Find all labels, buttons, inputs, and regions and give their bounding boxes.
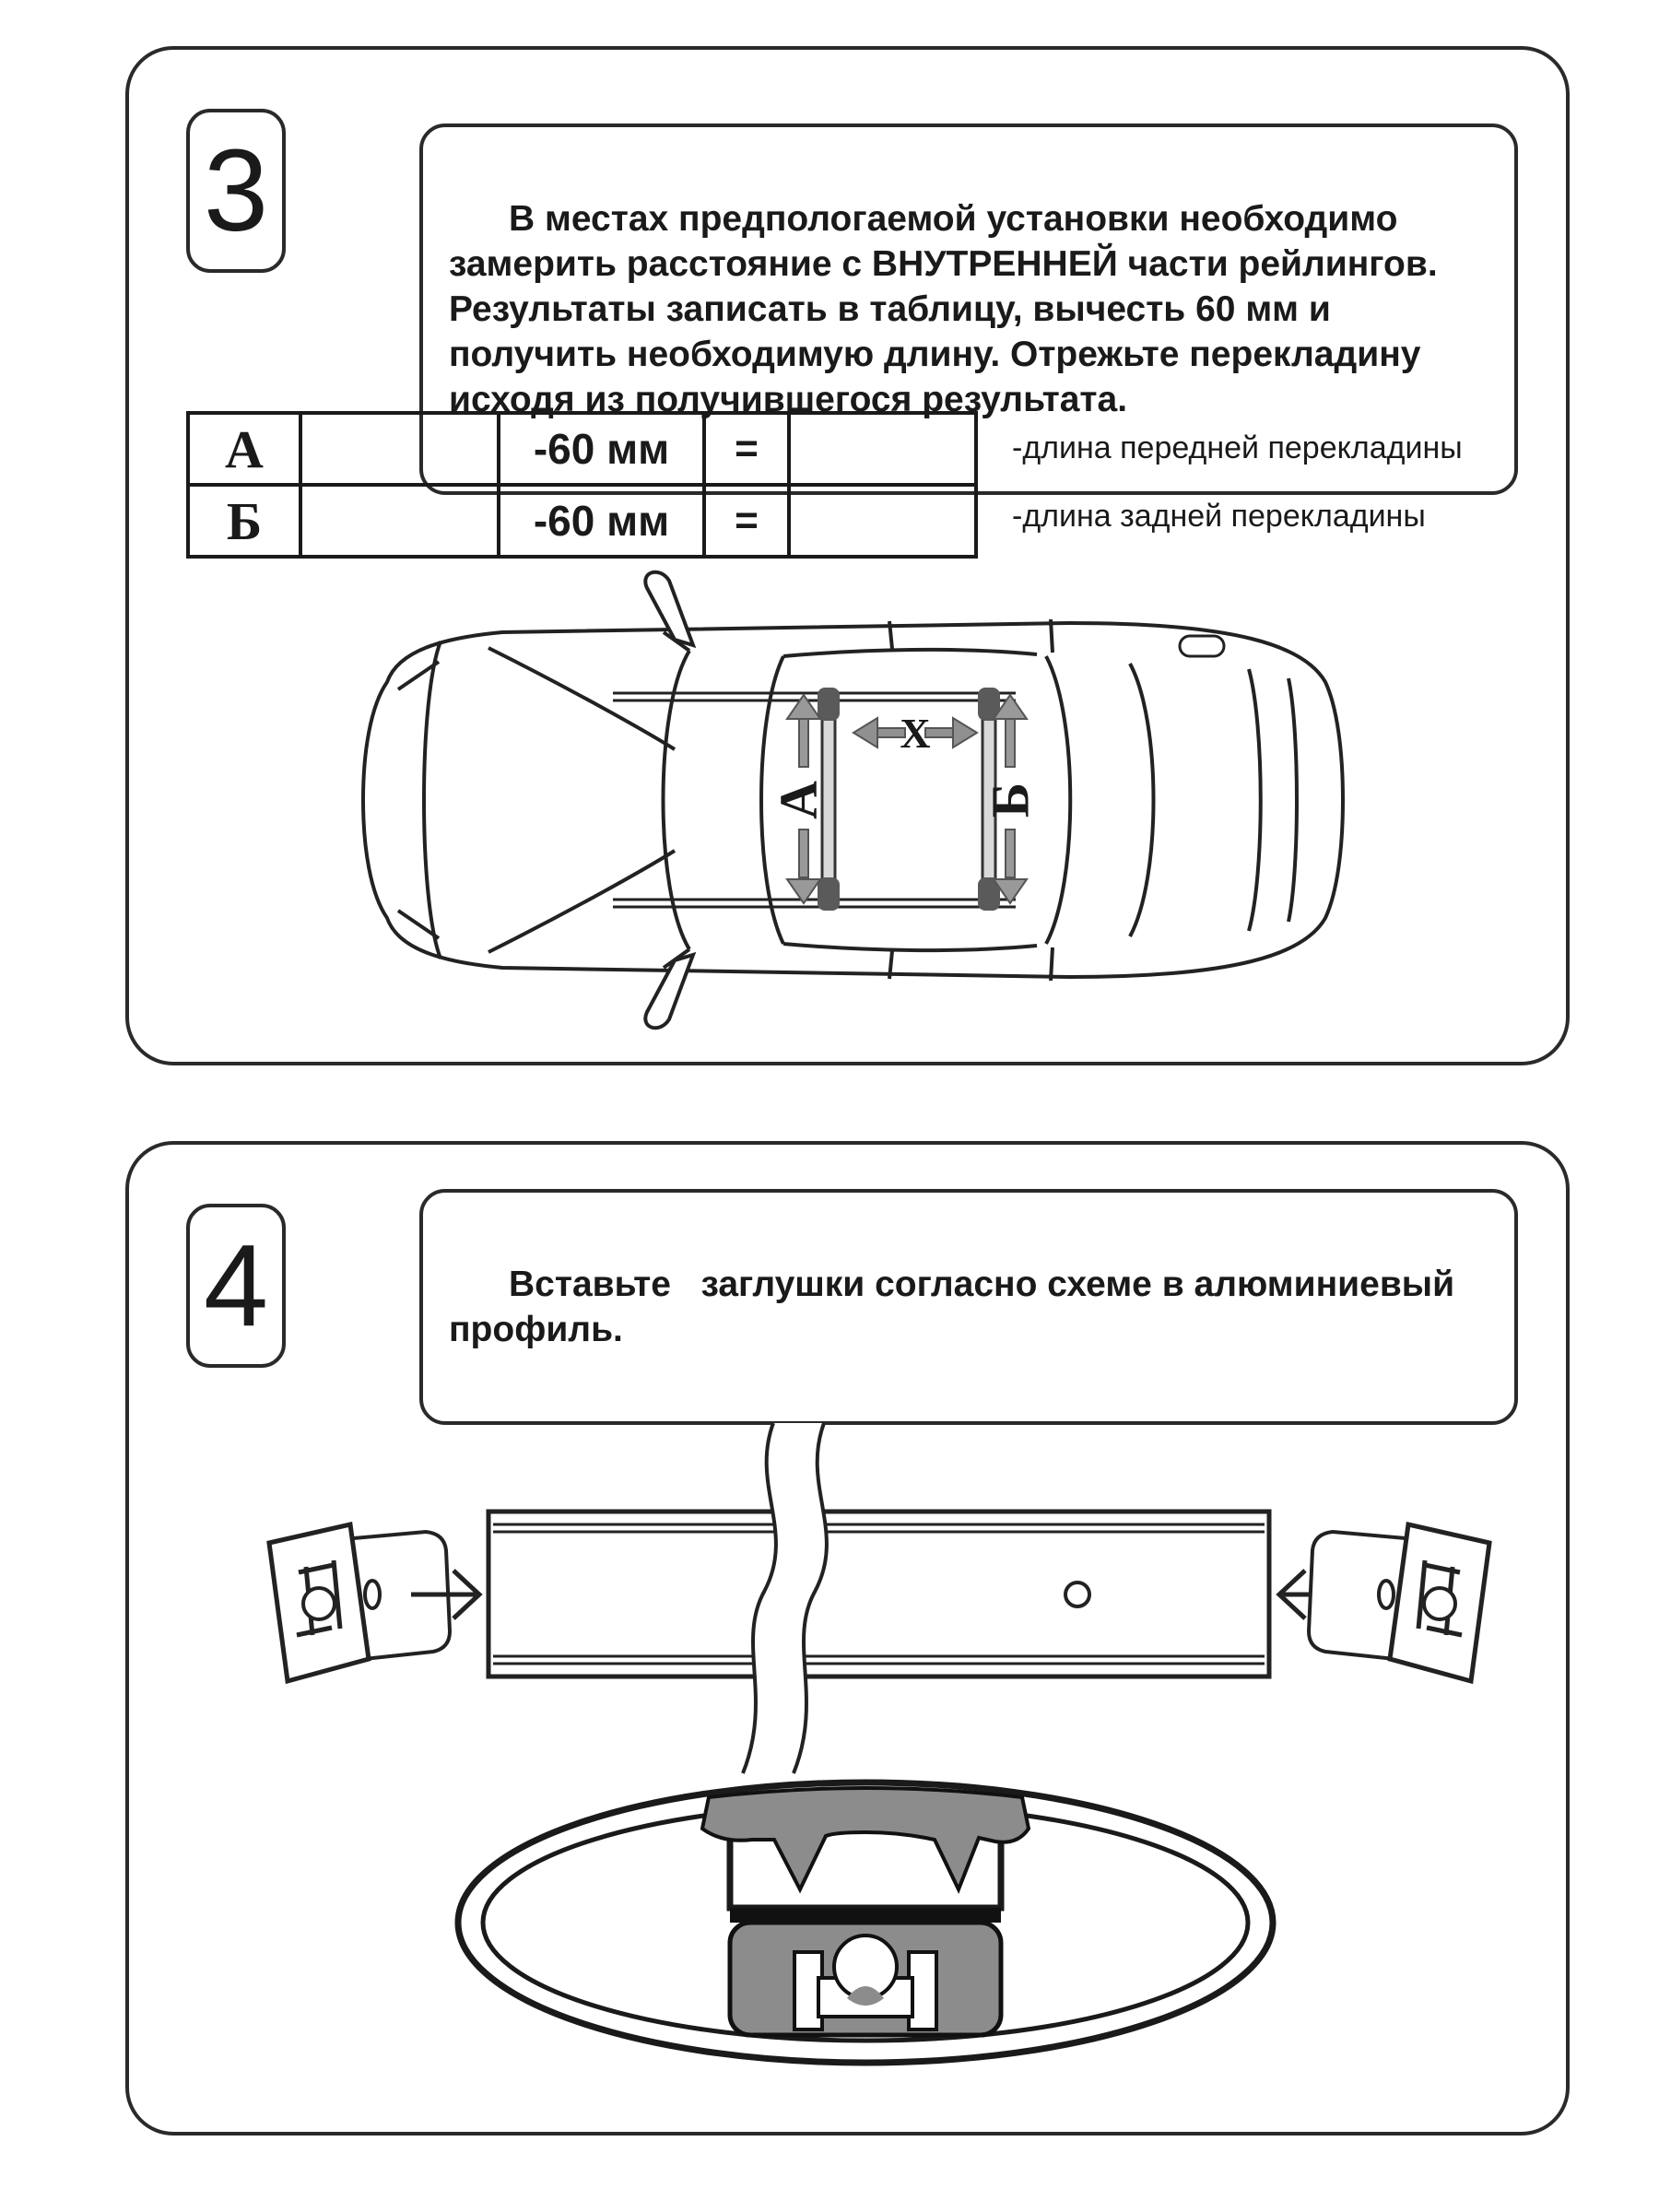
measured-value-cell-b bbox=[300, 485, 499, 557]
subtract-cell-a: -60 мм bbox=[499, 413, 704, 485]
table-row-rear bbox=[188, 485, 976, 557]
row-label-b: Б bbox=[188, 485, 300, 557]
step-4-number-box bbox=[186, 1204, 286, 1368]
rear-bar-letter: Б bbox=[980, 782, 1041, 818]
result-cell-a bbox=[789, 413, 976, 485]
step-4-number: 4 bbox=[203, 1220, 269, 1350]
equals-cell-b: = bbox=[704, 485, 789, 557]
aluminum-profile-bar bbox=[488, 1423, 1269, 1773]
step-3-instruction-text: В местах предпологаемой установки необходимо замерить расстояние с ВНУТРЕННЕЙ части рейлингов. Результаты записать в таблицу, вычесть 60 мм и получить необходимую длину. Отрежьте перекладину исходя из получившегося результата. bbox=[449, 199, 1448, 419]
profile-with-end-caps-diagram bbox=[234, 1421, 1524, 1775]
measured-value-cell-a bbox=[300, 413, 499, 485]
result-cell-b bbox=[789, 485, 976, 557]
row-label-a: А bbox=[188, 413, 300, 485]
profile-cross-section-diagram bbox=[428, 1771, 1303, 2079]
step-4-instruction-text: Вставьте заглушки согласно схеме в алюминиевый профиль. bbox=[449, 1265, 1465, 1349]
left-end-cap-icon bbox=[269, 1524, 450, 1681]
step-4-panel bbox=[125, 1141, 1570, 2136]
step-3-number: 3 bbox=[203, 125, 269, 255]
table-row-front bbox=[188, 413, 976, 485]
right-end-cap-icon bbox=[1309, 1524, 1489, 1681]
car-top-view-diagram bbox=[350, 559, 1355, 1041]
front-bar-length-note: -длина передней перекладины bbox=[1012, 430, 1463, 465]
distance-x-letter: X bbox=[900, 710, 931, 757]
step-4-instruction-box bbox=[419, 1189, 1518, 1425]
step-3-number-box bbox=[186, 109, 286, 273]
measurement-table bbox=[186, 411, 978, 559]
car-body-outline bbox=[363, 619, 1343, 981]
step-3-panel bbox=[125, 46, 1570, 1065]
subtract-cell-b: -60 мм bbox=[499, 485, 704, 557]
front-bar-letter: А bbox=[768, 781, 829, 819]
rear-bar-length-note: -длина задней перекладины bbox=[1012, 499, 1426, 534]
bar-hole-icon bbox=[1065, 1583, 1089, 1606]
equals-cell-a: = bbox=[704, 413, 789, 485]
